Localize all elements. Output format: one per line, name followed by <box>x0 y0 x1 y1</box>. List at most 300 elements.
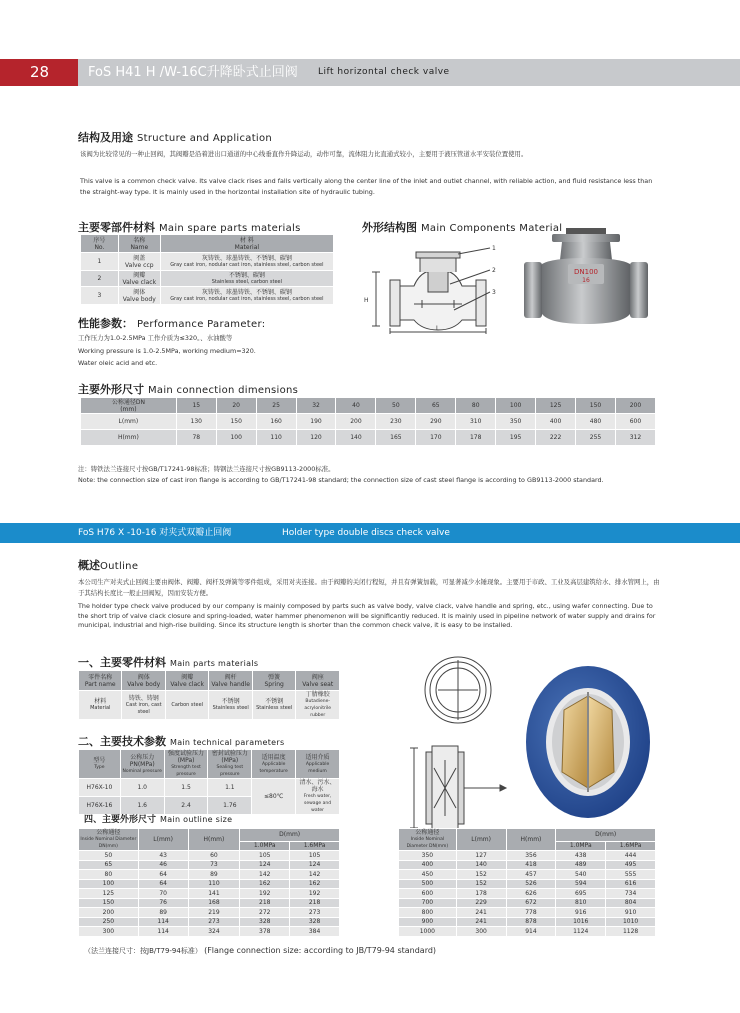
parts2-cell-2 <box>165 691 208 720</box>
tech2-col-1 <box>120 750 164 779</box>
structure-heading-cn: 结构及用途 <box>78 131 133 144</box>
table-row <box>81 253 334 271</box>
outline-cell: 70 <box>138 889 188 899</box>
tech2-col-4 <box>252 750 296 779</box>
l-value: 230 <box>376 414 416 430</box>
outline-cell: 273 <box>188 917 240 927</box>
table-row <box>81 271 334 287</box>
callout-3: 3 <box>492 289 496 296</box>
outline-cell: 1128 <box>606 927 656 937</box>
dn-header-en: (mm) <box>120 405 137 413</box>
outline-cell: 457 <box>506 870 556 880</box>
outline-cell: 64 <box>138 870 188 880</box>
col-name-en: Name <box>130 243 149 251</box>
parts2-cell-4 <box>252 691 296 720</box>
table-row <box>399 908 656 918</box>
col-h: H(mm) <box>188 829 240 851</box>
outline-cell: 810 <box>556 898 606 908</box>
table-row <box>79 779 340 797</box>
outline-cell: 300 <box>79 927 139 937</box>
wafer-valve-photo <box>524 662 654 822</box>
outline-cell: 878 <box>506 917 556 927</box>
wafer-valve-front-diagram <box>408 654 508 726</box>
parts2-cell-3 <box>209 691 253 720</box>
outline-cell: 73 <box>188 860 240 870</box>
tech2-col-4-cn: 适用温度 <box>261 753 286 761</box>
components-heading-cn: 外形结构图 <box>362 221 417 234</box>
parts2-col-0 <box>79 671 122 691</box>
outline-cell: 142 <box>240 870 290 880</box>
outline-cell: 114 <box>138 927 188 937</box>
table-row <box>399 898 656 908</box>
outline-cell: 356 <box>506 851 556 861</box>
h-value: 178 <box>456 430 496 446</box>
table-row <box>79 870 340 880</box>
tech2-col-2-en: Strength test pressure <box>171 765 201 777</box>
l-value: 130 <box>176 414 216 430</box>
outline-cell: 914 <box>506 927 556 937</box>
l-value: 350 <box>496 414 536 430</box>
tech2-col-0-cn: 型号 <box>93 757 106 764</box>
outline-cell: 910 <box>606 908 656 918</box>
outline-cell: 110 <box>188 879 240 889</box>
structure-text-en: This valve is a common check valve. Its valve clack rises and falls vertically along the center line of the inlet and outlet channel, with reliable action, and fluid resistance less than the straight-way type. It is mainly used in the horizontal installation site of hydraulic tubing. <box>80 177 653 196</box>
table-row <box>79 851 340 861</box>
outline-cell: 328 <box>290 917 340 927</box>
h-value: 255 <box>576 430 616 446</box>
dimensions-heading-cn: 主要外形尺寸 <box>78 383 144 396</box>
outline-cell: 142 <box>290 870 340 880</box>
outline-cell: 152 <box>456 879 506 889</box>
cell-name-cn: 阀体 <box>133 288 146 296</box>
parts2-cell-2-en: Carbon steel <box>171 701 204 708</box>
outline-cell: 500 <box>399 879 457 889</box>
h-value: 78 <box>176 430 216 446</box>
footer-note-cn: （法兰连接尺寸：按JB/T79-94标准） <box>84 947 202 955</box>
spare-parts-table <box>80 234 334 305</box>
cell-temperature: ≤80℃ <box>252 779 296 815</box>
dn-value: 50 <box>376 398 416 414</box>
tech2-col-5 <box>296 750 340 779</box>
parts2-col-2-en: Valve clack <box>170 680 204 688</box>
col-h: H(mm) <box>506 829 556 851</box>
table-row <box>79 917 340 927</box>
tech2-col-3 <box>208 750 252 779</box>
performance-heading-cn: 性能参数： <box>78 317 133 330</box>
outline-cell: 241 <box>456 908 506 918</box>
parts2-heading-en: Main parts materials <box>170 659 259 668</box>
l-value: 400 <box>536 414 576 430</box>
outline-heading-en: Outline <box>100 561 139 572</box>
col-no <box>81 235 119 253</box>
note-en: Note: the connection size of cast iron flange is according to GB/T17241-98 standard; the connection size of cast steel flange is according to GB9113-2000 standard. <box>78 476 604 484</box>
table-row <box>79 889 340 899</box>
l-value: 290 <box>416 414 456 430</box>
col-d: D(mm) <box>556 829 656 842</box>
cell-no: 1 <box>81 253 119 271</box>
dn-value: 32 <box>296 398 336 414</box>
table-row <box>79 908 340 918</box>
tech2-heading-cn: 二、主要技术参数 <box>78 735 166 748</box>
lift-valve-cross-section-diagram <box>358 234 508 334</box>
parts2-col-5-cn: 阀座 <box>311 673 324 681</box>
spare-parts-heading-cn: 主要零部件材料 <box>78 221 155 234</box>
dn-value: 65 <box>416 398 456 414</box>
cell-medium-cn: 清水、污水、海水 <box>299 779 336 793</box>
parts2-col-5 <box>296 671 340 691</box>
outline-cell: 105 <box>290 851 340 861</box>
outline-cell: 300 <box>456 927 506 937</box>
outline2-heading-en: Main outline size <box>160 815 233 824</box>
tech2-col-0 <box>79 750 121 779</box>
cell-name <box>118 271 160 287</box>
outline-cell: 495 <box>606 860 656 870</box>
components-heading-en: Main Components Material <box>421 223 563 234</box>
section-title: FoS H76 X -10-16 对夹式双瓣止回阀 <box>78 528 232 538</box>
l-value: 150 <box>216 414 256 430</box>
cell-material <box>160 253 333 271</box>
outline-heading <box>78 557 138 573</box>
h-value: 195 <box>496 430 536 446</box>
dn-value: 20 <box>216 398 256 414</box>
table-row <box>79 927 340 937</box>
dimension-h-label: H <box>364 297 369 304</box>
outline-cell: 272 <box>240 908 290 918</box>
cell-no: 2 <box>81 271 119 287</box>
h-value: 170 <box>416 430 456 446</box>
parts2-col-2 <box>165 671 208 691</box>
outline-cell: 450 <box>399 870 457 880</box>
cell-material-en: Stainless steel, carbon steel <box>211 278 282 285</box>
outline2-heading-cn: 四、主要外形尺寸 <box>84 815 157 825</box>
outline-cell: 555 <box>606 870 656 880</box>
parts2-col-0-cn: 零件名称 <box>88 673 113 681</box>
parts2-col-4-cn: 弹簧 <box>268 673 281 681</box>
outline-size-table-right <box>398 828 656 937</box>
outline-cell: 168 <box>188 898 240 908</box>
cell-medium-en: Fresh water, sewage and water <box>303 794 332 813</box>
spare-parts-heading-en: Main spare parts materials <box>159 223 301 234</box>
col-no-cn: 序号 <box>93 236 106 244</box>
performance-line-2: Working pressure is 1.0-2.5MPa, working medium=320. <box>78 347 256 355</box>
h-value: 312 <box>615 430 655 446</box>
outline-cell: 192 <box>240 889 290 899</box>
h-row-label: H(mm) <box>81 430 177 446</box>
outline-cell: 734 <box>606 889 656 899</box>
outline-cell: 1010 <box>606 917 656 927</box>
structure-text-cn: 该阀为比较常见的一种止回阀，其阀瓣是沿着进出口通道的中心线垂直作升降运动，动作可靠，流体阻力比直通式较小，主要用于液压管道水平安装位置使用。 <box>80 150 528 158</box>
performance-heading-en: Performance Parameter: <box>137 319 266 330</box>
cell-type: H76X-10 <box>79 779 121 797</box>
dn-value: 150 <box>576 398 616 414</box>
outline-cell: 250 <box>79 917 139 927</box>
lift-valve-photo <box>522 224 650 334</box>
parts2-col-2-cn: 阀瓣 <box>181 673 194 681</box>
table-row <box>399 860 656 870</box>
cell-material-cn: 灰铸铁、球墨铸铁、不锈钢、碳钢 <box>201 254 292 262</box>
parts2-col-1-en: Valve body <box>127 680 161 688</box>
cell-material-cn: 灰铸铁、球墨铸铁、不锈钢、碳钢 <box>201 288 292 296</box>
col-material <box>160 235 333 253</box>
parts2-cell-5 <box>296 691 340 720</box>
col-d-16mpa: 1.6MPa <box>606 841 656 850</box>
outline-text-en: The holder type check valve produced by our company is mainly composed by parts such as valve body, valve clack, valve handle and spring, etc., using wafer connecting. Due to the short trip of valve clack closure and spring-loaded, water hammer phenomenon will be significantly reduced. It is mainly used in pipeline network of water supply and drains for municipal, industrial and high-rise building. Since its structure length is shorter than the common check valve, it is easy to be installed. <box>78 602 656 629</box>
cell-pn: 1.0 <box>120 779 164 797</box>
callout-2: 2 <box>492 267 496 274</box>
parts2-col-1-cn: 阀体 <box>137 673 150 681</box>
dn-header <box>81 398 177 414</box>
outline-cell: 64 <box>138 879 188 889</box>
outline-cell: 219 <box>188 908 240 918</box>
parts2-cell-3-cn: 不锈钢 <box>221 698 240 705</box>
outline-cell: 200 <box>79 908 139 918</box>
parts2-cell-0 <box>79 691 122 720</box>
tech2-col-3-cn: 密封试验压力 (MPa) <box>211 750 248 764</box>
col-l: L(mm) <box>138 829 188 851</box>
cell-name-cn: 阀瓣 <box>133 271 146 279</box>
outline-text-cn: 本公司生产对夹式止回阀主要由阀体、阀瓣、阀杆及弹簧等零件组成，采用对夹连接。由于阀瓣的关闭行程短，并且有弹簧加载，可显著减少水锤现象。主要用于市政、工业及高层建筑给水、排水管网上，由于其结构长度比一般止回阀短，因而安装方便。 <box>78 578 660 597</box>
structure-heading-en: Structure and Application <box>137 133 273 144</box>
parts2-heading-cn: 一、主要零件材料 <box>78 656 166 669</box>
outline-cell: 700 <box>399 898 457 908</box>
outline-cell: 125 <box>79 889 139 899</box>
outline-cell: 350 <box>399 851 457 861</box>
cell-type: H76X-16 <box>79 797 121 815</box>
outline-cell: 43 <box>138 851 188 861</box>
outline-cell: 418 <box>506 860 556 870</box>
tech2-col-1-en: Nominal pressure <box>122 768 162 774</box>
page-subtitle: Lift horizontal check valve <box>318 67 450 77</box>
cell-sealing: 1.76 <box>208 797 252 815</box>
outline-cell: 241 <box>456 917 506 927</box>
outline-cell: 192 <box>290 889 340 899</box>
outline-cell: 46 <box>138 860 188 870</box>
outline-cell: 105 <box>240 851 290 861</box>
note-cn: 注：铸铁法兰连接尺寸按GB/T17241-98标准；铸钢法兰连接尺寸按GB9113-2000标准。 <box>78 465 335 473</box>
col-dn-cn: 公称通径 <box>96 829 121 836</box>
outline-cell: 384 <box>290 927 340 937</box>
parts2-cell-4-en: Stainless steel <box>256 705 293 711</box>
outline-cell: 152 <box>456 870 506 880</box>
tech2-col-4-en: Applicable temperature <box>259 761 288 774</box>
col-d-16mpa: 1.6MPa <box>290 841 340 850</box>
performance-line-1: 工作压力为1.0-2.5MPa 工作介质为≤320。、水油酸等 <box>78 334 233 342</box>
cell-name-cn: 阀盖 <box>133 254 146 262</box>
h-value: 165 <box>376 430 416 446</box>
outline-cell: 1016 <box>556 917 606 927</box>
dn-value: 40 <box>336 398 376 414</box>
col-material-en: Material <box>234 243 260 251</box>
outline-cell: 616 <box>606 879 656 889</box>
parts2-cell-4-cn: 不锈钢 <box>265 698 284 705</box>
dn-value: 200 <box>615 398 655 414</box>
outline-cell: 1124 <box>556 927 606 937</box>
table-row <box>399 879 656 889</box>
structure-heading <box>78 129 272 145</box>
dn-value: 25 <box>256 398 296 414</box>
outline-cell: 1000 <box>399 927 457 937</box>
valve-mark-size: DN100 <box>574 268 598 276</box>
outline-cell: 400 <box>399 860 457 870</box>
table-row <box>399 889 656 899</box>
col-material-cn: 材 料 <box>239 236 254 244</box>
cell-no: 3 <box>81 287 119 305</box>
dn-value: 100 <box>496 398 536 414</box>
parts2-cell-5-en: Butadiene-acrylonitrile rubber <box>304 699 332 718</box>
outline-cell: 162 <box>290 879 340 889</box>
tech2-table <box>78 749 340 815</box>
h-value: 140 <box>336 430 376 446</box>
outline-cell: 114 <box>138 917 188 927</box>
table-row <box>399 870 656 880</box>
cell-material <box>160 271 333 287</box>
parts2-cell-1-en: Cast iron, cast steel <box>125 701 162 715</box>
outline-cell: 695 <box>556 889 606 899</box>
tech2-col-2-cn: 强度试验压力 (MPa) <box>168 750 205 764</box>
outline-cell: 273 <box>290 908 340 918</box>
parts2-col-3 <box>209 671 253 691</box>
col-dn <box>79 829 139 851</box>
cell-name <box>118 253 160 271</box>
footer-note <box>84 946 436 956</box>
cell-strength: 2.4 <box>164 797 208 815</box>
col-dn-en: Inside Nominal Diameter DN(mm) <box>80 837 137 849</box>
outline-size-table-left <box>78 828 340 937</box>
outline-cell: 140 <box>456 860 506 870</box>
outline-cell: 594 <box>556 879 606 889</box>
dimension-l-label: L <box>436 325 440 332</box>
table-row <box>79 898 340 908</box>
parts2-col-0-en: Part name <box>84 680 116 688</box>
parts2-col-3-en: Valve handle <box>211 680 250 688</box>
section-subtitle: Holder type double discs check valve <box>282 528 450 538</box>
outline-cell: 60 <box>188 851 240 861</box>
spare-parts-heading <box>78 219 301 235</box>
parts2-cell-0-cn: 材料 <box>94 698 107 705</box>
outline-cell: 229 <box>456 898 506 908</box>
tech2-col-5-cn: 适用介质 <box>305 753 330 761</box>
col-dn <box>399 829 457 851</box>
outline-cell: 218 <box>240 898 290 908</box>
parts2-cell-0-en: Material <box>90 705 111 711</box>
outline-cell: 444 <box>606 851 656 861</box>
tech2-heading <box>78 733 284 749</box>
col-name-cn: 名称 <box>133 236 146 244</box>
table-row <box>399 927 656 937</box>
page-title: FoS H41 H /W-16C升降卧式止回阀 <box>88 65 298 80</box>
outline-cell: 141 <box>188 889 240 899</box>
outline-cell: 324 <box>188 927 240 937</box>
outline-cell: 100 <box>79 879 139 889</box>
table-row <box>81 287 334 305</box>
tech2-col-1-cn: 公称压力 PN(MPa) <box>129 753 155 768</box>
col-name <box>118 235 160 253</box>
tech2-heading-en: Main technical parameters <box>170 738 285 747</box>
outline-cell: 778 <box>506 908 556 918</box>
cell-name-en: Valve clack <box>122 278 157 286</box>
outline-cell: 328 <box>240 917 290 927</box>
l-value: 190 <box>296 414 336 430</box>
l-value: 200 <box>336 414 376 430</box>
outline-cell: 600 <box>399 889 457 899</box>
table-row <box>399 917 656 927</box>
valve-mark-pressure: 16 <box>582 277 590 284</box>
table-row <box>79 860 340 870</box>
performance-heading <box>78 315 265 331</box>
cell-material-en: Gray cast iron, nodular cast iron, stainless steel, carbon steel <box>170 295 324 302</box>
outline-cell: 672 <box>506 898 556 908</box>
cell-strength: 1.5 <box>164 779 208 797</box>
wafer-valve-section-diagram <box>404 738 514 838</box>
cell-medium <box>296 779 340 815</box>
outline-cell: 50 <box>79 851 139 861</box>
tech2-col-0-en: Type <box>94 765 105 770</box>
dimensions-heading <box>78 381 298 397</box>
outline-cell: 124 <box>240 860 290 870</box>
outline-cell: 178 <box>456 889 506 899</box>
col-no-en: No. <box>94 243 105 251</box>
h-value: 120 <box>296 430 336 446</box>
cell-material-en: Gray cast iron, nodular cast iron, stainless steel, carbon steel <box>170 261 324 268</box>
tech2-col-3-en: Sealing test pressure <box>216 765 244 777</box>
outline2-heading <box>84 812 232 825</box>
cell-material <box>160 287 333 305</box>
parts2-col-4 <box>252 671 296 691</box>
cell-pn: 1.6 <box>120 797 164 815</box>
l-value: 310 <box>456 414 496 430</box>
col-dn-en: Inside Nominal Diameter DN(mm) <box>406 837 449 849</box>
outline-cell: 65 <box>79 860 139 870</box>
outline-cell: 127 <box>456 851 506 861</box>
tech2-col-5-en: Applicable medium <box>305 761 330 774</box>
cell-name-en: Valve body <box>122 295 156 303</box>
parts2-col-1 <box>122 671 165 691</box>
outline-cell: 438 <box>556 851 606 861</box>
parts2-cell-1 <box>122 691 165 720</box>
outline-cell: 218 <box>290 898 340 908</box>
outline-cell: 900 <box>399 917 457 927</box>
outline-cell: 916 <box>556 908 606 918</box>
outline-cell: 804 <box>606 898 656 908</box>
col-dn-cn: 公称通径 <box>415 829 440 836</box>
col-d-1mpa: 1.0MPa <box>556 841 606 850</box>
dimensions-table <box>80 397 656 446</box>
cell-name <box>118 287 160 305</box>
outline-cell: 89 <box>188 870 240 880</box>
dimensions-heading-en: Main connection dimensions <box>148 385 299 396</box>
table-row <box>79 879 340 889</box>
performance-line-3: Water oleic acid and etc. <box>78 359 158 367</box>
dn-value: 80 <box>456 398 496 414</box>
parts2-heading <box>78 654 258 670</box>
parts2-table <box>78 670 340 720</box>
outline-cell: 540 <box>556 870 606 880</box>
parts2-cell-5-cn: 丁腈橡胶 <box>305 691 330 698</box>
l-row-label: L(mm) <box>81 414 177 430</box>
parts2-col-3-cn: 阀杆 <box>224 673 237 681</box>
dn-value: 125 <box>536 398 576 414</box>
col-d: D(mm) <box>240 829 340 842</box>
outline-cell: 626 <box>506 889 556 899</box>
h-value: 110 <box>256 430 296 446</box>
callout-1: 1 <box>492 245 496 252</box>
parts2-col-5-en: Valve seat <box>302 680 334 688</box>
page-number: 28 <box>0 59 78 86</box>
dn-value: 15 <box>176 398 216 414</box>
outline-cell: 124 <box>290 860 340 870</box>
col-d-1mpa: 1.0MPa <box>240 841 290 850</box>
outline-cell: 800 <box>399 908 457 918</box>
